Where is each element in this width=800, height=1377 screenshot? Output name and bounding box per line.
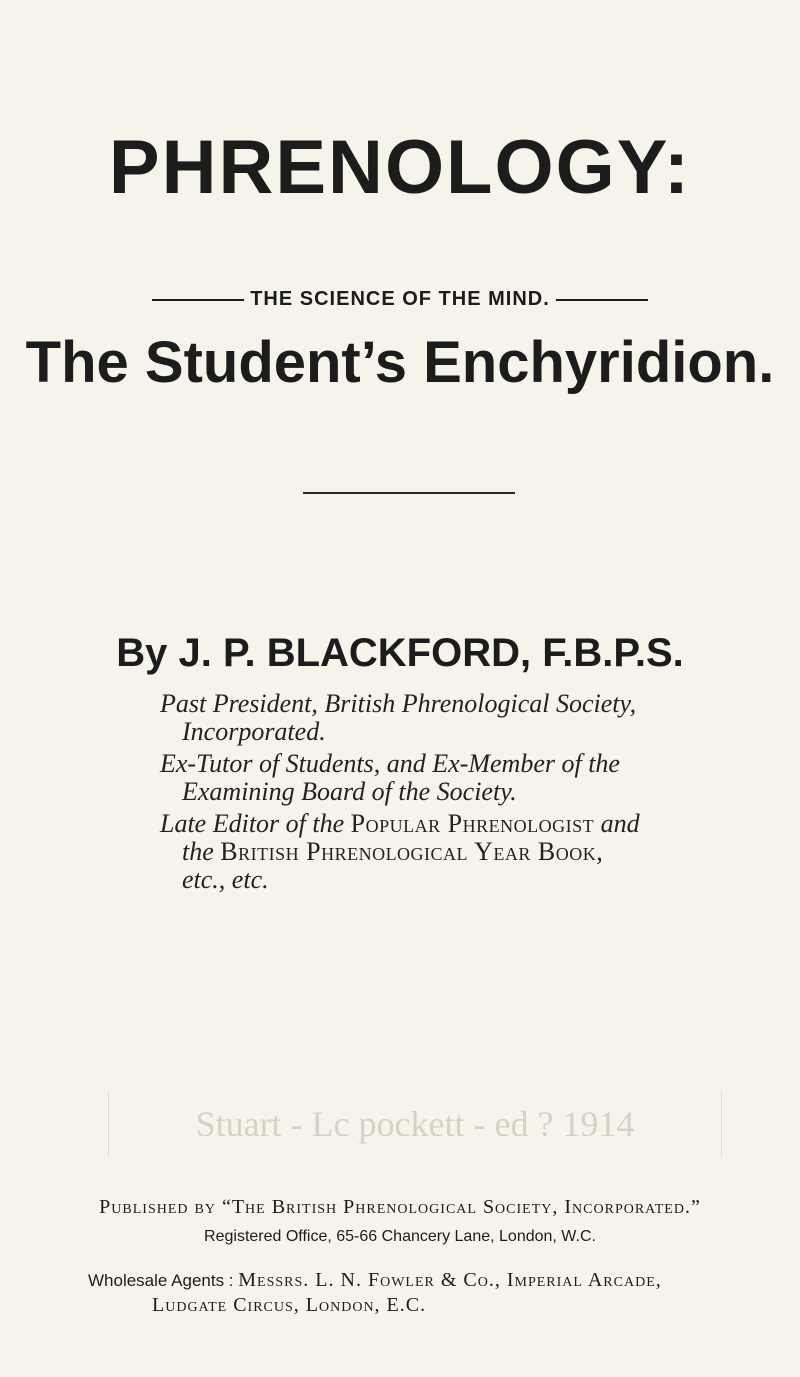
subtitle: THE SCIENCE OF THE MIND.	[250, 288, 550, 310]
credential-2	[160, 750, 800, 806]
registered-office: Registered Office, 65-66 Chancery Lane, London, W.C.	[204, 1228, 596, 1245]
credential-3-line3: etc., etc.	[182, 865, 269, 894]
main-title: PHRENOLOGY:	[108, 125, 692, 210]
faded-stamp: Stuart - Lc pockett - ed ? 1914	[108, 1092, 722, 1156]
credential-2-line1: Ex-Tutor of Students, and Ex-Member of the	[160, 749, 620, 778]
credential-1-line2: Incorporated.	[182, 717, 326, 746]
credential-1	[160, 690, 800, 746]
book-title: The Student’s Enchyridion.	[25, 330, 775, 395]
author-line: By J. P. BLACKFORD, F.B.P.S.	[116, 631, 684, 675]
publisher-prefix: Published by	[99, 1196, 222, 1218]
credential-3-line1c: and	[594, 809, 640, 838]
credential-3	[160, 810, 800, 894]
wholesale-line2: Ludgate Circus, London, E.C.	[152, 1294, 427, 1316]
wholesale-agents	[88, 1268, 790, 1317]
credential-1-line1: Past President, British Phrenological Society,	[160, 689, 637, 718]
subtitle-rule-right	[556, 299, 648, 301]
year-book: British Phrenological Year Book	[220, 837, 597, 866]
subtitle-rule-left	[152, 299, 244, 301]
subtitle-row	[0, 288, 800, 311]
credential-3-line2a: the	[182, 837, 221, 866]
wholesale-line1	[88, 1268, 790, 1293]
publisher-line	[0, 1196, 800, 1219]
divider-rule	[303, 492, 515, 494]
wholesale-agent-name: Messrs. L. N. Fowler & Co., Imperial Arcade,	[238, 1269, 662, 1291]
credential-3-line2c: ,	[596, 837, 603, 866]
credential-3-line2	[160, 838, 800, 866]
wholesale-label: Wholesale Agents :	[88, 1271, 239, 1290]
credential-2-line2: Examining Board of the Society.	[182, 777, 517, 806]
popular-phrenologist: Popular Phrenologist	[350, 809, 595, 838]
credential-3-line1a: Late Editor of the	[160, 809, 351, 838]
publisher-name: “The British Phrenological Society, Incorporated.”	[221, 1196, 701, 1218]
